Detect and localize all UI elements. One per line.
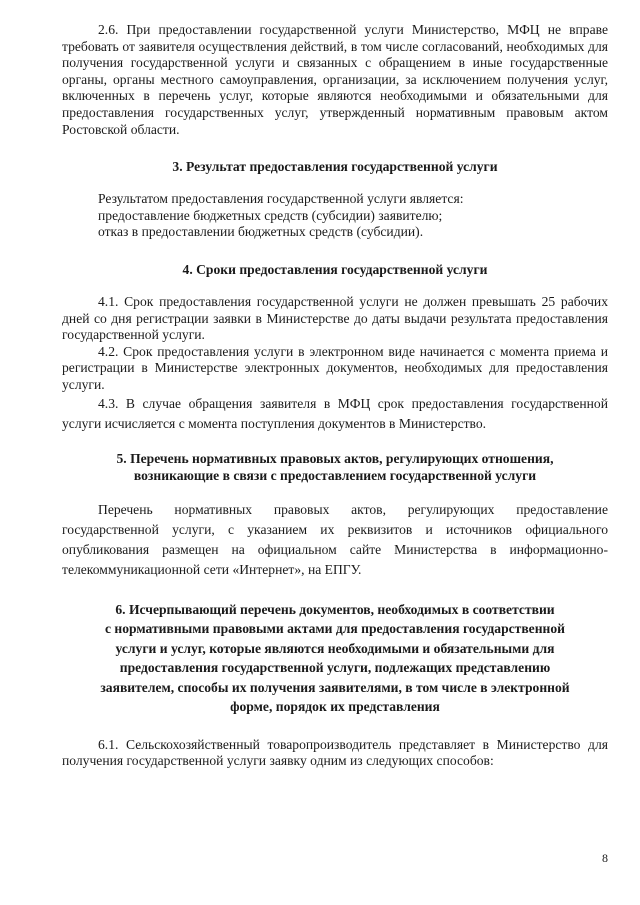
section-6-heading-line-2: с нормативными правовыми актами для предоставления государственной [104, 621, 566, 636]
result-option-grant: предоставление бюджетных средств (субсидии) заявителю; [98, 207, 443, 223]
section-6-heading-line-3: услуги и услуг, которые являются необходимыми и обязательными для [115, 640, 555, 656]
paragraph-6-1: 6.1. Сельскохозяйственный товаропроизводитель представляет в Министерство для получения государственной услуги заявку одним из следующих способов: [62, 736, 608, 769]
paragraph-4-3: 4.3. В случае обращения заявителя в МФЦ срок предоставления государственной услуги исчисляется с момента поступления документов в Министерство. [62, 395, 608, 431]
result-option-refusal: отказ в предоставлении бюджетных средств (субсидии). [98, 224, 424, 240]
section-6-heading-line-1: 6. Исчерпывающий перечень документов, необходимых в соответствии [115, 601, 555, 617]
section-6-heading-line-6: форме, порядок их представления [230, 699, 440, 714]
paragraph-4-1: 4.1. Срок предоставления государственной услуги не должен превышать 25 рабочих дней со дня регистрации заявки в Министерстве до даты выдачи результата предоставления государственной услуги. [62, 293, 608, 343]
section-3-heading: 3. Результат предоставления государственной услуги [172, 159, 498, 175]
section-5-heading-line-2: возникающие в связи с предоставлением государственной услуги [133, 467, 537, 483]
paragraph-4-2: 4.2. Срок предоставления услуги в электронном виде начинается с момента приема и регистрации в Министерстве электронных документов, необходимых для предоставления услуги. [62, 343, 608, 392]
section-6-heading-line-5: заявителем, способы их получения заявителями, в том числе в электронной [100, 679, 570, 695]
section-6-heading-line-4: предоставления государственной услуги, подлежащих представлению [119, 660, 551, 675]
paragraph-2-6: 2.6. При предоставлении государственной услуги Министерство, МФЦ не вправе требовать от заявителя осуществления действий, в том числе согласований, необходимых для получения государственной услуги и связанных с обращением в иные государственные органы, органы местного самоуправления, организации, за исключением получения услуг, включенных в перечень услуг, которые являются необходимыми и обязательными для предоставления государственных услуг, утвержденный нормативным правовым актом Ростовской области. [62, 22, 608, 137]
section-6-heading [62, 600, 608, 717]
section-3-result-list [62, 191, 608, 241]
section-5-heading [62, 450, 608, 484]
page-number: 8 [602, 851, 608, 865]
paragraph-5-1: Перечень нормативных правовых актов, регулирующих предоставление государственной услуги, с указанием их реквизитов и источников официального опубликования размещен на официальном сайте Министерства в информационно-телекоммуникационной сети «Интернет», на ЕПГУ. [62, 501, 608, 577]
section-4-heading: 4. Сроки предоставления государственной услуги [182, 261, 488, 277]
section-5-heading-line-1: 5. Перечень нормативных правовых актов, регулирующих отношения, [116, 450, 554, 466]
result-intro-line: Результатом предоставления государственной услуги является: [98, 191, 464, 207]
